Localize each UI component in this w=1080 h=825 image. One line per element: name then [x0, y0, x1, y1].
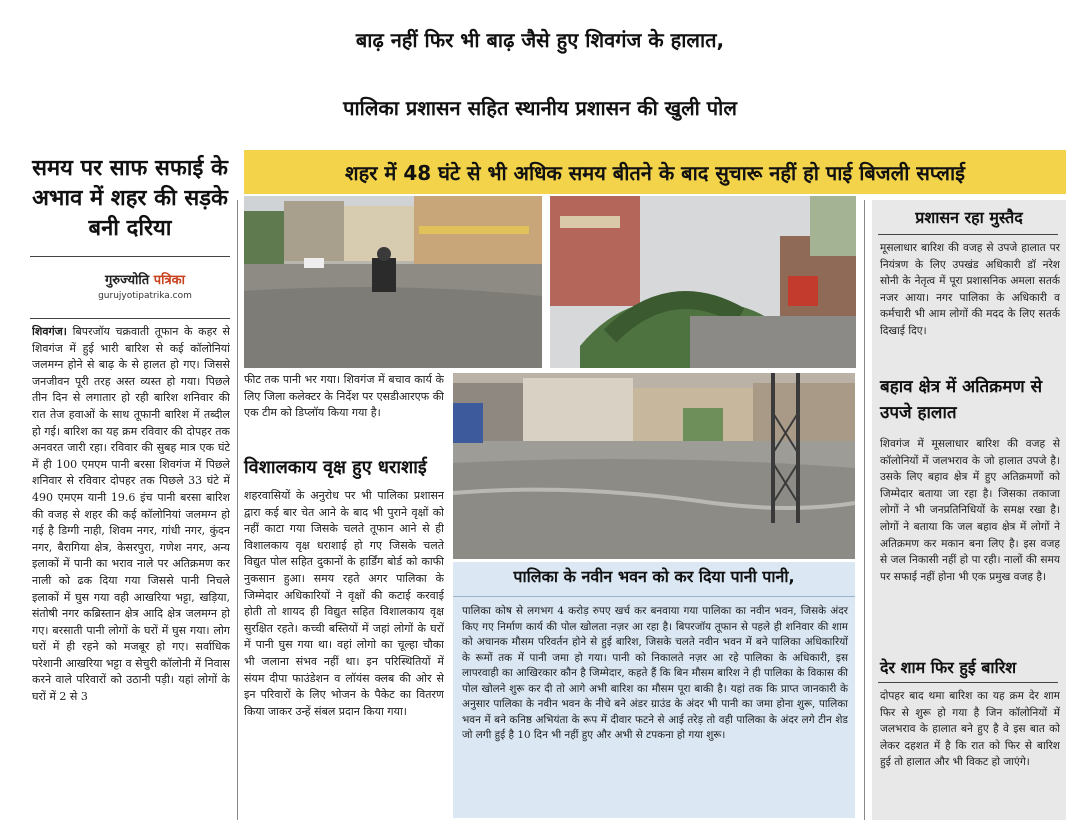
tree-heading: विशालकाय वृक्ष हुए धराशाई	[244, 457, 427, 478]
headline-line-2: पालिका प्रशासन सहित स्थानीय प्रशासन की खुली पोल	[343, 96, 737, 120]
middle-continued-text: फीट तक पानी भर गया। शिवगंज में बचाव कार्य के लिए जिला कलेक्टर के निर्देश पर एसडीआरएफ की एक टीम को डिप्लॉय किया गया है।	[244, 373, 444, 420]
fallen-tree-illustration	[550, 196, 856, 368]
evening-rain-heading: देर शाम फिर हुई बारिश	[880, 658, 1017, 677]
divider	[30, 256, 230, 257]
admin-text: मूसलाधार बारिश की वजह से उपजे हालात पर नियंत्रण के लिए उपखंड अधिकारी डॉ नरेश सोनी के नेतृत्व में पूरा प्रशासनिक अमला सतर्क नजर आया। नगर पालिका के अधिकारी व कर्मचारी भी आम लोगों की मदद के लिए सतर्क दिखाई दिए।	[880, 242, 1060, 337]
column-divider	[237, 200, 238, 820]
divider	[878, 234, 1058, 235]
byline-logo	[60, 270, 230, 288]
municipal-building-text: पालिका कोष से लगभग 4 करोड़ रुपए खर्च कर बनवाया गया पालिका का नवीन भवन, जिसके अंदर किए गए निर्माण कार्य की पोल खोलता नज़र आ रहा है। बिपरजॉय तूफान से पहले ही शनिवार की शाम को अचानक मौसम परिवर्तन होने से हुई बारिश, जिसके चलते नवीन भवन में बने पालिका अधिकारियों के रूमों तक में पानी जमा हो गया। पानी को निकालते नज़र आ रहे पालिका के अधिकारी, इस लापरवाही का आखिरकार कौन है जिम्मेदार, कहते हैं कि बिन मौसम बारिश ने ही पालिका के विकास की पोल खोलने शुरू कर दी तो आगे अभी बारिश का मौसम पूरा बाकी है। यहां तक कि प्राप्त जानकारी के अनुसार पालिका के नवीन भवन के नीचे बने अंडर ग्राउंड के अंदर भी पानी का जमा होना शुरू, पालिका भवन में बने कनिष्ठ अभियंता के रूप में दीवार फटने से आई तरेड़ तो वही पालिका के अंदर लगे टीन शेड जो लगी हुई है 10 दिन भी नहीं हुए और अभी से टपकना हो गया शुरू।	[462, 605, 848, 741]
byline	[60, 270, 230, 301]
divider	[878, 682, 1058, 683]
left-column-heading: समय पर साफ सफाई के अभाव में शहर की सड़के बनी दरिया	[32, 156, 228, 241]
fallen-tree-photo	[550, 196, 856, 368]
column-divider	[864, 200, 865, 820]
subheadline-banner: शहर में 48 घंटे से भी अधिक समय बीतने के बाद सुचारू नहीं हो पाई बिजली सप्लाई	[244, 150, 1066, 194]
flooded-market-photo	[453, 373, 855, 559]
encroachment-heading: बहाव क्षेत्र में अतिक्रमण से उपजे हालात	[880, 377, 1043, 423]
dateline: शिवगंज।	[32, 325, 67, 338]
main-story-body: बिपरजॉय चक्रवाती तूफान के कहर से शिवगंज में हुई भारी बारिश से कई कॉलोनियां जलमग्न होने से बाढ़ के से हालत हो गए। जिससे जनजीवन पूरी तरह अस्त व्यस्त हो गया। पिछले तीन दिन से लगातार हो रही बारिश शनिवार की रात तेज हवाओं के साथ तूफानी बारिश में तब्दील हो गई। बारिश का यह क्रम रविवार की दोपहर तक अनवरत जारी रहा। रविवार की सुबह मात्र एक घंटे में ही 100 एमएम पानी बरसा शिवगंज में पिछले शनिवार से रविवार दोपहर तक पिछले 33 घंटे में 490 एमएम यानी 19.6 इंच पानी बरसा बारिश की वजह से शहर की कई कॉलोनियां जलमग्न हो गई है डिग्गी नाही, शिवम नगर, गांधी नगर, कुंदन नगर, बैरागिया क्षेत्र, केसरपुरा, गणेश नगर, अन्य इलाकों में पानी का भराव नाले पर अतिक्रमण कर नाली को ढक दिया गया जिससे पानी निचले इलाकों में घुस गया वही आखरिया भट्टा, खड़िया, संतोषी नगर कब्रिस्तान क्षेत्र आदि क्षेत्र जलमग्न हो गए। बरसाती पानी लोगों के घरों में घुस गया। लोग घरों में ही रहने को मजबूर हो गए। सर्वाधिक परेशानी आखरिया भट्टा व सेचुरी कॉलोनी में निवास करने वाले परिवारों को उठानी पड़ी। यहां लोगों के घरों में 2 से 3	[32, 325, 230, 704]
municipal-building-title: पालिका के नवीन भवन को कर दिया पानी पानी,	[513, 567, 795, 586]
tree-story-text: शहरवासियों के अनुरोध पर भी पालिका प्रशासन द्वारा कई बार चेत आने के बाद भी पुराने वृक्षों को नहीं काटा गया जिसके चलते तूफान आने से ही विशालकाय वृक्ष धराशाई हो गए जिसके चलते विद्युत पोल सहित दुकानों के हार्डिंग बोर्ड को काफी नुकसान हुआ। समय रहते अगर पालिका के जिम्मेदार अधिकारियों ने वृक्षों की कटाई करवाई होती तो शायद ही विद्युत सहित विशालकाय वृक्ष सुरक्षित रहते। कच्ची बस्तियों में जहां लोगों के घरों में पानी घुस गया था। वहां लोगो का चूल्हा चौका भी जलाना संभव नहीं था। इन परिस्थितियों में संयम दीपा फाउंडेशन व लॉयंस क्लब की ओर से इन परिवारों के लिए भोजन के पैकेट का वितरण किया जाकर उन्हें संबल प्रदान किया गया।	[244, 489, 444, 718]
main-story-text	[32, 324, 230, 818]
headline-line-1: बाढ़ नहीं फिर भी बाढ़ जैसे हुए शिवगंज के हालात,	[355, 28, 725, 52]
flooded-street-illustration	[244, 196, 542, 368]
divider	[453, 596, 855, 597]
flooded-market-illustration	[453, 373, 855, 559]
byline-brand: पत्रिका	[153, 273, 186, 288]
byline-name: गुरुज्योति	[104, 273, 150, 288]
encroachment-text: शिवगंज में मूसलाधार बारिश की वजह से कॉलोनियों में जलभराव के जो हालात उपजे है। उसके लिए बहाव क्षेत्र में हुए अतिक्रमणों को जिम्मेदार बताया जा रहा है। जिसका तकाजा लोगों ने भी जनप्रतिनिधियों के समक्ष रखा है। लोगों ने बताया कि जल बहाव क्षेत्र में लोगों ने अतिक्रमण कर मकान बना लिए है। इस वजह से जल निकासी नहीं हो पा रही। नालों की समय पर सफाई नहीं होना भी एक प्रमुख वजह है।	[880, 438, 1060, 583]
evening-rain-text: दोपहर बाद थमा बारिश का यह क्रम देर शाम फिर से शुरू हो गया है जिन कॉलोनियों में जलभराव के हालात बने हुए है वे इस बात को लेकर दहशत में है कि रात को फिर से बारिश हुई तो हालात और भी विकट हो जाएंगे।	[880, 690, 1060, 769]
admin-heading: प्रशासन रहा मुस्तैद	[915, 208, 1023, 227]
byline-site: gurujyotipatrika.com	[98, 291, 192, 301]
divider	[30, 318, 230, 319]
flooded-street-photo	[244, 196, 542, 368]
